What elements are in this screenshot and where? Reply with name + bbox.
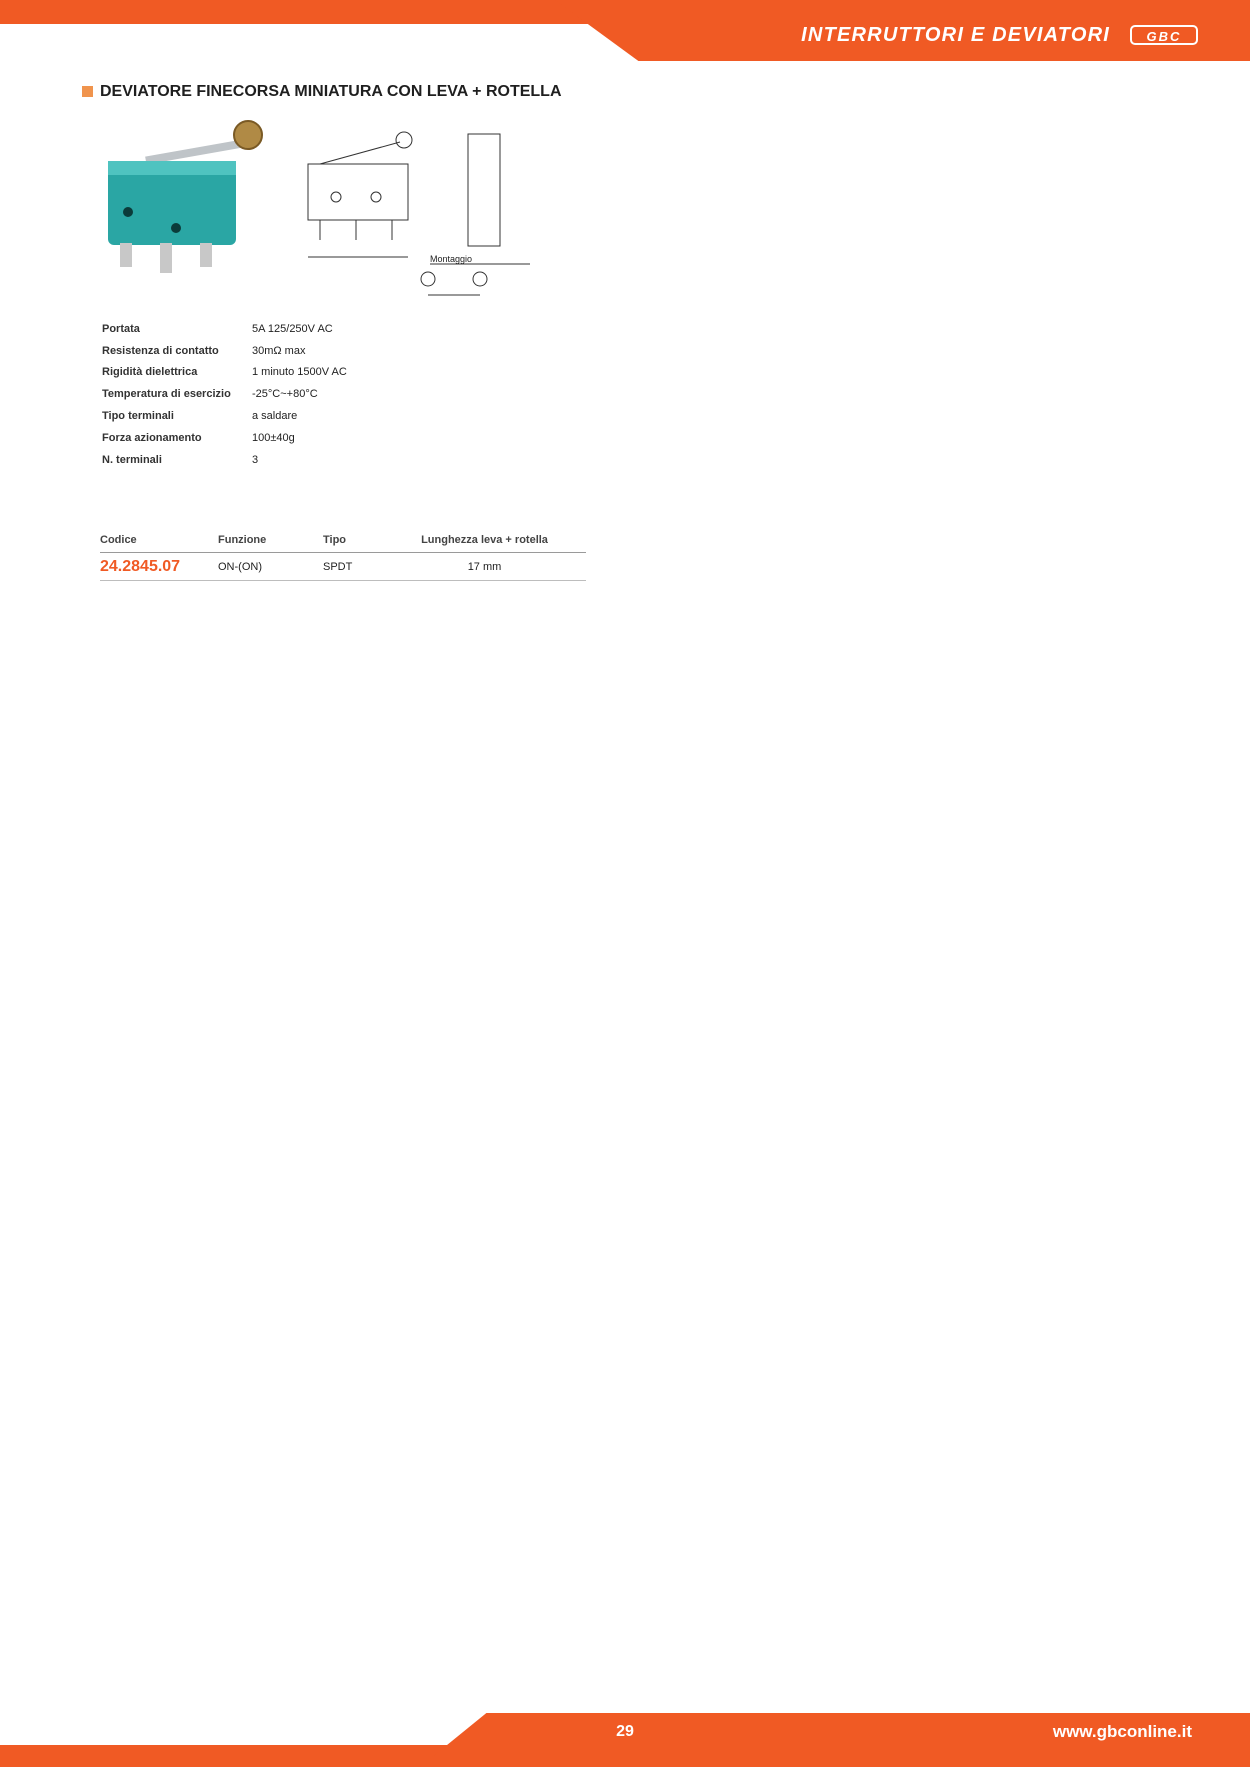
spec-label: Resistenza di contatto: [102, 344, 219, 357]
table-header: [100, 528, 586, 553]
spec-label: Temperatura di esercizio: [102, 388, 231, 401]
spec-label: Portata: [102, 322, 140, 335]
mount-hole: [171, 223, 181, 233]
spec-row: [102, 427, 347, 449]
gbc-logo: [1130, 25, 1198, 45]
mount-hole: [123, 207, 133, 217]
col-codice: Codice: [100, 534, 137, 546]
product-function: ON-(ON): [218, 560, 262, 573]
spec-value: 1 minuto 1500V AC: [252, 366, 347, 379]
section-title-text: DEVIATORE FINECORSA MINIATURA CON LEVA + ROTELLA: [100, 83, 562, 100]
col-funzione: Funzione: [218, 534, 267, 546]
spec-value: 5A 125/250V AC: [252, 322, 333, 335]
roller-shape: [234, 121, 262, 149]
spec-value: 100±40g: [252, 431, 295, 444]
product-type: SPDT: [323, 560, 353, 573]
section-miniatura-leva-rotella: [82, 80, 602, 103]
spec-value: a saldare: [252, 410, 298, 423]
spec-list-miniatura: [102, 318, 347, 471]
spec-row: [102, 449, 347, 471]
col-lunghezza: Lunghezza leva + rotella: [421, 534, 548, 546]
terminal: [120, 243, 132, 267]
product-code: 24.2845.07: [100, 557, 181, 575]
bullet-icon: [82, 86, 93, 97]
montaggio-label: Montaggio: [430, 254, 473, 264]
switch-body-shade: [108, 161, 236, 175]
spec-value: 30mΩ max: [252, 344, 306, 357]
gbc-logo-text: GBC: [1146, 29, 1182, 44]
spec-row: [102, 362, 347, 384]
spec-label: Rigidità dielettrica: [102, 366, 198, 379]
product-photo-miniatura: [100, 115, 280, 285]
spec-value: 3: [252, 453, 259, 466]
technical-drawing-miniatura: [300, 112, 590, 342]
spec-label: Forza azionamento: [102, 431, 202, 444]
header-title-text: INTERRUTTORI E DEVIATORI: [801, 24, 1110, 46]
spec-value: -25°C~+80°C: [252, 388, 318, 401]
spec-row: [102, 318, 347, 340]
terminal: [160, 243, 172, 273]
col-tipo: Tipo: [323, 534, 347, 546]
spec-label: Tipo terminali: [102, 410, 174, 423]
header-title: [801, 24, 1110, 47]
spec-row: [102, 340, 347, 362]
spec-row: [102, 405, 347, 427]
table-row: [100, 553, 586, 581]
product-length: 17 mm: [467, 560, 502, 573]
spec-row: [102, 383, 347, 405]
section-title: [82, 80, 602, 103]
terminal: [200, 243, 212, 267]
product-table-miniatura: [100, 528, 586, 581]
spec-label: N. terminali: [102, 453, 162, 466]
page-number: 29: [616, 1723, 634, 1740]
website-link[interactable]: www.gbconline.it: [1052, 1722, 1192, 1741]
